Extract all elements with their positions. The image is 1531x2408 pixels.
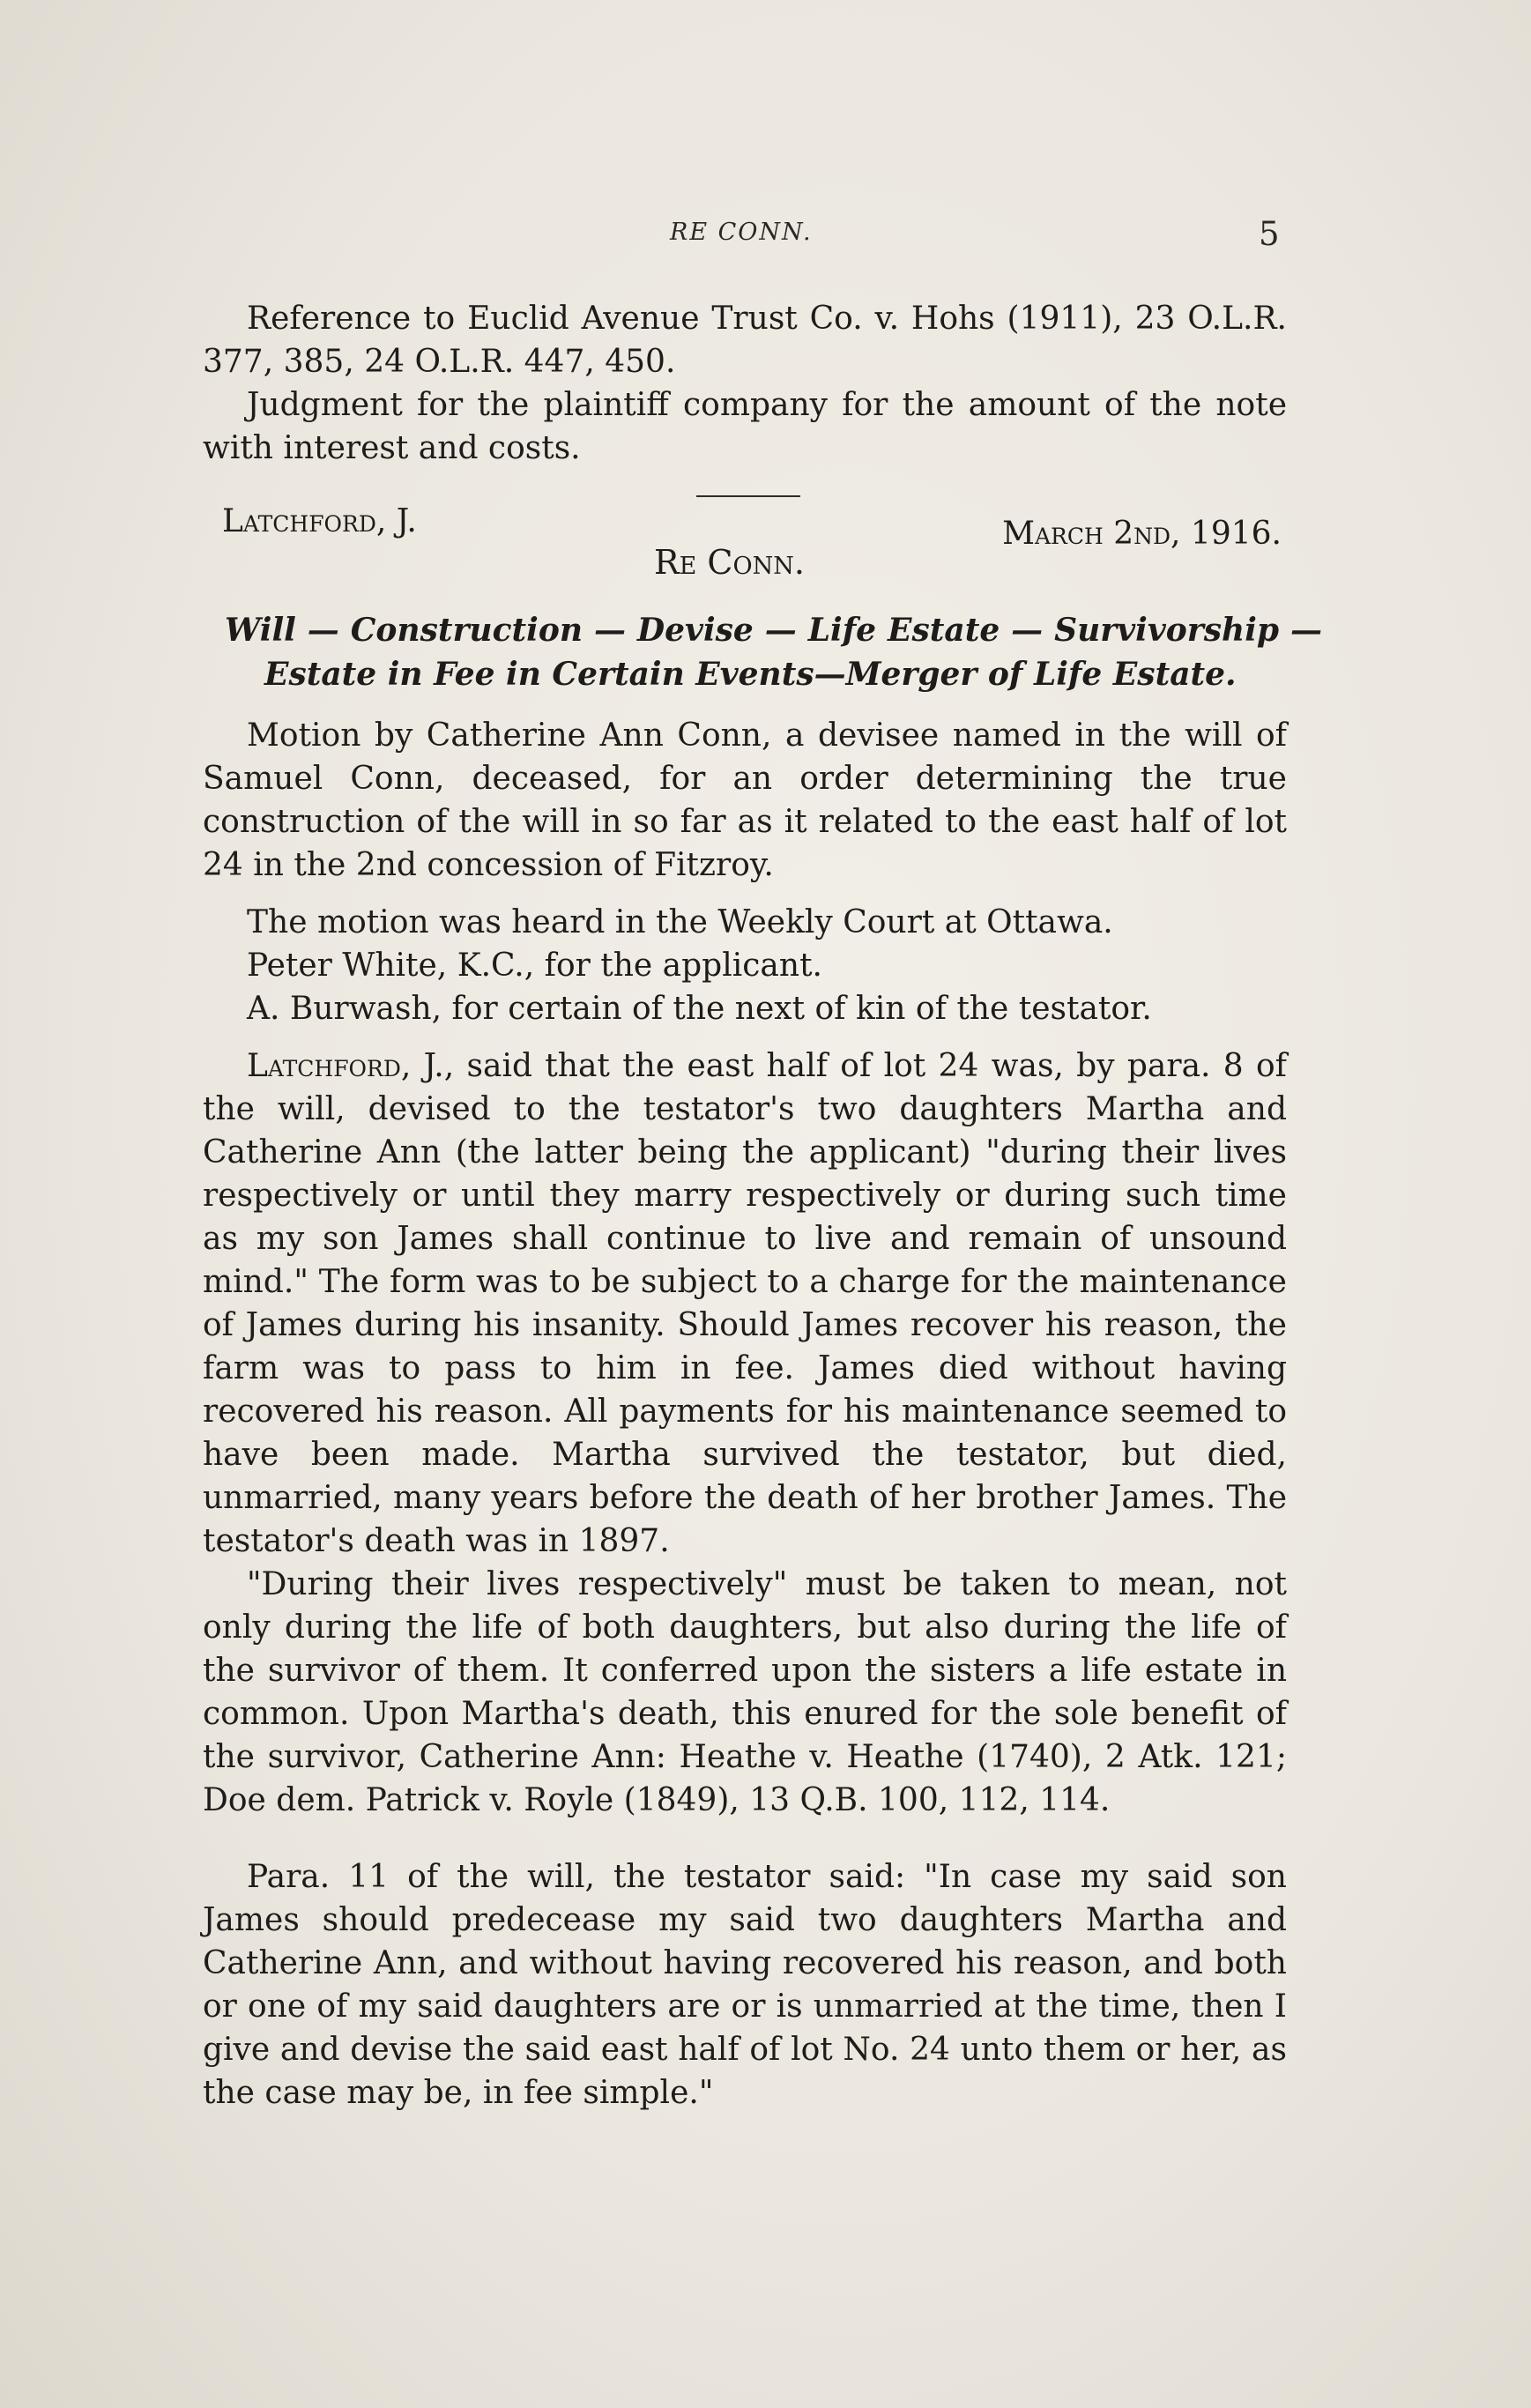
case-title: Re Conn. bbox=[654, 543, 805, 582]
running-title: RE CONN. bbox=[670, 219, 813, 246]
counsel-applicant: Peter White, K.C., for the applicant. bbox=[247, 948, 822, 984]
judgment-paragraph-1-text: , J., said that the east half of lot 24 was, by para. 8 of the will, devised to the testator's two daughters Martha and Catherine Ann (the latter being the applicant) "during their lives respectively or until they marry respectively or during such time as my son James shall continue to live and remain of unsound mind." The form was to be subject to a charge for the maintenance of James during his insanity. Should James recover his reason, the farm was to pass to him in fee. James died without having recovered his reason. All payments for his maintenance seemed to have been made. Martha survived the testator, but died, unmarried, many years before the death of her brother James. The testator's death was in 1897. bbox=[203, 1048, 1287, 1559]
section-divider bbox=[696, 495, 800, 497]
judge-name: Latchford, J. bbox=[222, 503, 417, 539]
hearing-note: The motion was heard in the Weekly Court at Ottawa. bbox=[247, 904, 1113, 940]
decision-date: March 2nd, 1916. bbox=[1002, 516, 1282, 552]
counsel-next-of-kin: A. Burwash, for certain of the next of kin of the testator. bbox=[247, 991, 1152, 1027]
judgment-paragraph-2: "During their lives respectively" must be taken to mean, not only during the life of both daughters, but also during the life of the survivor of them. It conferred upon the sisters a life estate in common. Upon Martha's death, this enured for the sole benefit of the survivor, Catherine Ann: Heathe v. Heathe (1740), 2 Atk. 121; Doe dem. Patrick v. Royle (1849), 13 Q.B. 100, 112, 114. bbox=[203, 1566, 1287, 1818]
judgment-paragraph: Judgment for the plaintiff company for the amount of the note with interest and costs. bbox=[203, 387, 1287, 466]
judgment-paragraph-3: Para. 11 of the will, the testator said: "In case my said son James should predecease my said two daughters Martha and Catherine Ann, and without having recovered his reason, and both or one of my said daughters are or is unmarried at the time, then I give and devise the said east half of lot No. 24 unto them or her, as the case may be, in fee simple." bbox=[203, 1859, 1287, 2111]
judge-name-inline: Latchford bbox=[247, 1048, 401, 1084]
reference-paragraph: Reference to Euclid Avenue Trust Co. v. Hohs (1911), 23 O.L.R. 377, 385, 24 O.L.R. 447, 450. bbox=[203, 301, 1287, 380]
judgment-paragraph-1 bbox=[203, 1044, 1287, 1563]
headnote: Will — Construction — Devise — Life Estate — Survivorship — Estate in Fee in Certain Events—Merger of Life Estate. bbox=[225, 612, 1322, 693]
page-number: 5 bbox=[1259, 215, 1280, 253]
motion-paragraph: Motion by Catherine Ann Conn, a devisee named in the will of Samuel Conn, deceased, for an order determining the true construction of the will in so far as it related to the east half of lot 24 in the 2nd concession of Fitzroy. bbox=[203, 717, 1287, 883]
